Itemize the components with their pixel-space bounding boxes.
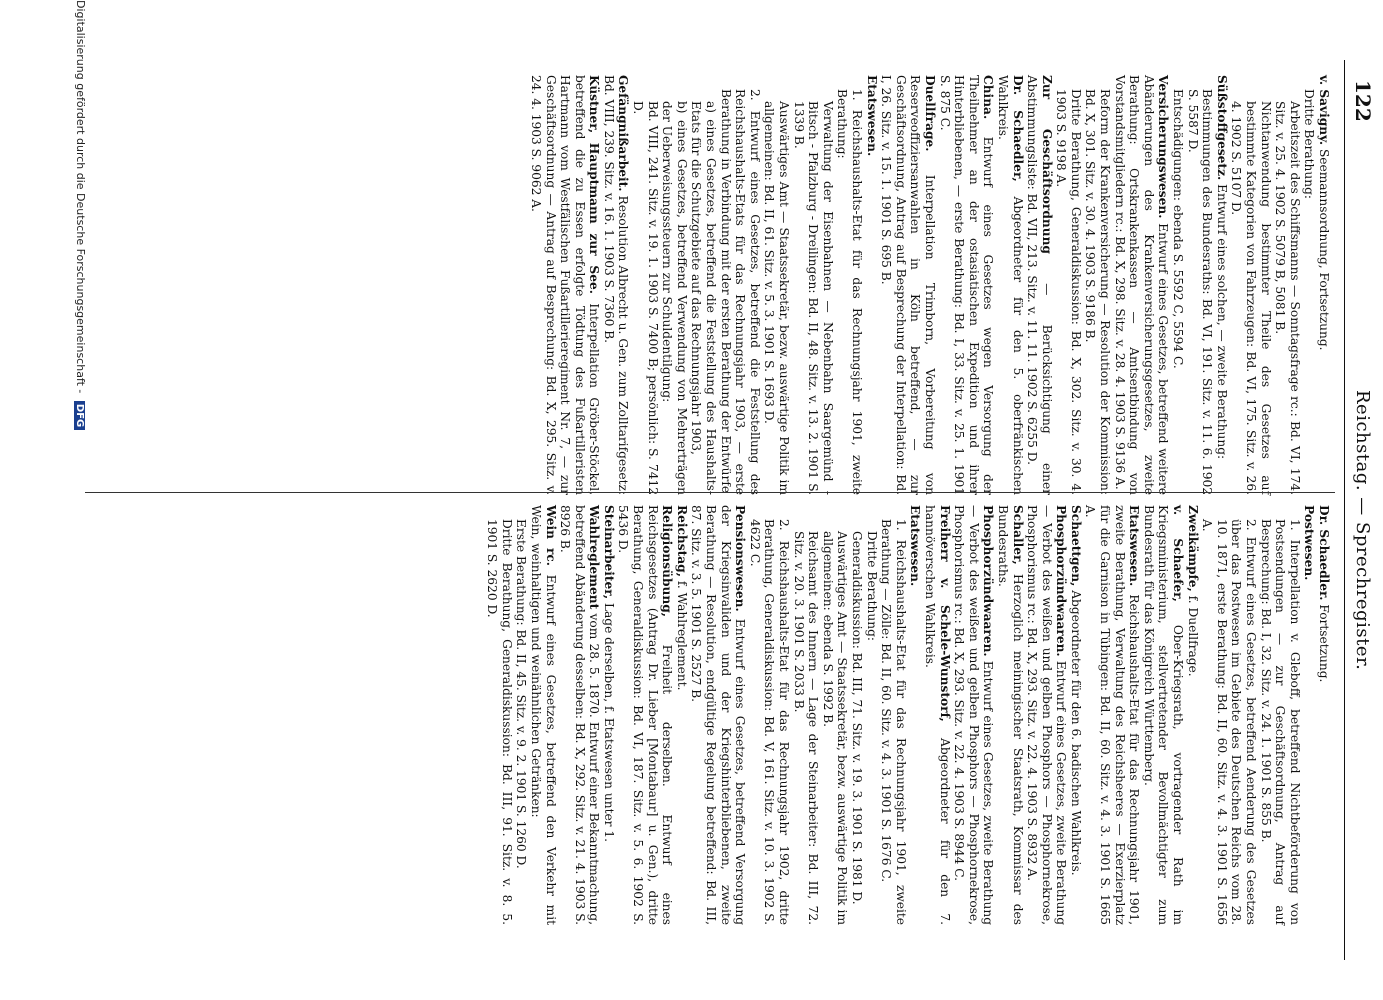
entry-text: Dritte Berathung, Generaldiskussion: Bd. III, 91. Sitz. v. 8. 5. 1901 S. 2620 D. bbox=[485, 519, 514, 925]
register-entry bbox=[1214, 75, 1229, 495]
register-entry bbox=[485, 505, 514, 925]
register-entry bbox=[879, 75, 937, 495]
entry-heading: Dr. Schaedler, bbox=[1010, 75, 1025, 182]
register-entry bbox=[791, 75, 835, 495]
entry-text: Entwurf eines Gesetzes, betreffend Versorgung der Kriegsinvaliden und der Kriegshinterbliebenen, zweite Berathung — Resolution, endgültige Regelung betreffend: Bd. III, 87. Sitz. v. 3. 5. 1901 S. 2527 B. bbox=[689, 505, 748, 926]
register-entry bbox=[1083, 75, 1112, 495]
entry-heading: Phosphorzündwaaren. bbox=[981, 505, 996, 657]
register-entry bbox=[1185, 505, 1200, 925]
entry-heading: Küstner, Hauptmann zur See. bbox=[587, 75, 602, 294]
entry-heading: Freiherr v. Schele-Wunstorf, bbox=[937, 505, 952, 722]
entry-text: Reichsamt des Innern — Lage der Steinarbeiter: Bd. III, 72. Sitz. v. 20. 3. 1901 S. 2033 B. bbox=[791, 531, 821, 925]
entry-text: Reform der Krankenversicherung — Resolution der Kommission: Bd. X, 301. Sitz. v. 30. 4. 1903 S. 9186 B. bbox=[1083, 89, 1113, 495]
register-entry bbox=[835, 75, 864, 495]
entry-heading: Zur Geschäftsordnung bbox=[1039, 75, 1054, 254]
entry-text: Auswärtiges Amt — Staatssekretär, bezw. auswärtige Politik im allgemeinen: Bd. II, 61. Sitz. v. 5. 3. 1901 S. 1693 D. bbox=[762, 101, 792, 495]
register-entry bbox=[820, 505, 849, 925]
entry-heading: Etatswesen. bbox=[908, 505, 923, 587]
entry-text: Entwurf eines Gesetzes, zweite Berathung — Verbot des weißen und gelben Phosphors — Phosphornekrose, Phosphorismus rc.: Bd. X, 293. Sitz. v. 22. 4. 1903 S. 8932 A. bbox=[1025, 505, 1069, 926]
entry-heading: Religionsübung, bbox=[660, 505, 675, 618]
register-entry bbox=[864, 505, 879, 925]
entry-text: Bd. VIII, 241. Sitz. v. 19. 1. 1903 S. 7400 B; persönlich: S. 7412 D. bbox=[631, 101, 660, 495]
entry-heading: Wahlreglement bbox=[587, 505, 602, 610]
entry-heading: Duellfrage. bbox=[922, 75, 937, 152]
entry-text: Seemannsordnung, Fortsetzung. bbox=[1317, 148, 1331, 351]
entry-text: 2. Reichshaushalts-Etat für das Rechnungsjahr 1902, dritte Berathung, Generaldiskussion: Bd. V, 161. Sitz. v. 10. 3. 1902 S. 4622 C. bbox=[747, 519, 792, 925]
entry-heading: Phosphorzündwaaren. bbox=[1054, 505, 1069, 657]
entry-text: Entwurf eines Gesetzes, betreffend weitere Abänderungen des Krankenversicherungsgesetzes, zweite Berathung: Ortskrankenkassen — Amtsentbindung von Vorstandsmitgliedern rc.: Bd. X, 298. Sitz. v. 28. 4. 1903 S. 9136 A. bbox=[1112, 75, 1171, 495]
entry-text: Herzoglich meiningischer Staatsrath, Kommissar des Bundesraths. bbox=[995, 505, 1025, 926]
register-entry bbox=[1141, 505, 1185, 925]
register-entry bbox=[528, 505, 557, 925]
entry-heading: Pensionswesen. bbox=[733, 505, 748, 612]
entry-text: Dritte Berathung, Generaldiskussion: Bd. X, 302. Sitz. v. 30. 4. 1903 S. 9198 A. bbox=[1054, 89, 1083, 495]
register-entry bbox=[864, 75, 879, 495]
entry-text: Reichshaushalts-Etat für das Rechnungsjahr 1901, zweite Berathung, Verwaltung des Reichsheeres — Exerzierplatz für die Garnison in Tübingen: Bd. II, 60. Sitz. v. 4. 3. 1901 S. 1665 A. bbox=[1083, 505, 1142, 926]
scanned-page bbox=[63, 0, 1383, 1000]
entry-text: Generaldiskussion: Bd. III, 71. Sitz. v. 19. 3. 1901 S. 1981 D. bbox=[850, 531, 864, 905]
entry-heading: China. bbox=[981, 75, 996, 120]
entry-text: Nichtanwendung bestimmter Theile des Gesetzes auf bestimmte Kategorien von Fahrzeugen: Bd. VI, 175. Sitz. v. 26. 4. 1902 S. 5107 D. bbox=[1229, 101, 1273, 495]
entry-heading: Versicherungswesen. bbox=[1156, 75, 1171, 219]
entry-text: Interpellation Gröber-Stöckel, betreffend die zu Essen erfolgte Tödtung des Fußartilleristen Hartmann vom Westfälischen Fußartillerieregiment Nr. 7, — zur Geschäftsordnung — Antrag auf Besprechung: Bd. X, 295. Sitz. v. 24. 4. 1903 S. 9062 A. bbox=[528, 75, 602, 496]
entry-text: a) eines Gesetzes, betreffend die Feststellung des Haushalts-Etats für die Schutzgebiete auf das Rechnungsjahr 1903, bbox=[689, 101, 719, 495]
register-entry bbox=[1302, 75, 1317, 495]
register-entry bbox=[1316, 75, 1331, 495]
entry-text: Arbeitszeit des Schiffsmanns — Sonntagsfrage rc.: Bd. VI, 174. Sitz. v. 25. 4. 1902 S. 5079 B, 5081 B. bbox=[1273, 101, 1302, 495]
register-entry bbox=[995, 75, 1024, 495]
entry-heading: v. Savigny. bbox=[1317, 75, 1331, 146]
entry-text: Lage derselben, f. Etatswesen unter 1. bbox=[601, 602, 616, 843]
entry-text: Bestimmungen des Bundesraths: Bd. VI, 191. Sitz. v. 11. 6. 1902 S. 5587 D. bbox=[1185, 89, 1215, 495]
entry-heading: Süßstoffgesetz. bbox=[1214, 75, 1229, 181]
register-entry bbox=[689, 505, 747, 925]
register-entry bbox=[1068, 505, 1083, 925]
entry-heading: Gefängnißarbeit. bbox=[616, 75, 631, 192]
entry-text: Fortsetzung. bbox=[1317, 604, 1331, 683]
entry-heading: Etatswesen. bbox=[864, 75, 879, 157]
entry-text: Entwurf eines Gesetzes, zweite Berathung — Verbot des weißen und gelben Phosphors — Phosphornekrose, Phosphorismus rc.: Bd. X, 293. Sitz. v. 22. 4. 1903 S. 8944 C. bbox=[952, 505, 996, 926]
entry-text: Dritte Berathung: bbox=[1302, 89, 1317, 199]
entry-text: Auswärtiges Amt — Staatssekretär, bezw. auswärtige Politik im allgemeinen: ebenda S. 1992 B. bbox=[820, 531, 850, 925]
register-entry bbox=[1112, 75, 1170, 495]
entry-text: Freiheit derselben. Entwurf eines Reichsgesetzes (Antrag Dr. Lieber [Montabaur] u. Gen.), dritte Berathung, Generaldiskussion: Bd. VI, 187. Sitz. v. 5. 6. 1902 S. 5436 D. bbox=[616, 505, 675, 925]
entry-text: 2. Entwurf eines Gesetzes, betreffend Aenderung des Gesetzes über das Postwesen im Gebiete des Deutschen Reichs vom 28. 10. 1871, erste Berathung: Bd. II, 60. Sitz. v. 4. 3. 1901 S. 1656 A. bbox=[1200, 519, 1259, 925]
entry-heading: Wein rc. bbox=[543, 505, 558, 567]
entry-text: b) eines Gesetzes, betreffend Verwendung von Mehrerträgen der Ueberweisungssteuern zur Schuldentilgung: bbox=[660, 101, 689, 495]
register-entry bbox=[1185, 75, 1214, 495]
entry-text: Entwurf eines Gesetzes, betreffend den Verkehr mit Wein, weinhaltigen und weinähnlichen Getränken: bbox=[528, 505, 558, 926]
entry-heading: Zweikämpfe, bbox=[1185, 505, 1200, 592]
entry-heading: Steinarbeiter, bbox=[601, 505, 616, 600]
entry-text: f. Wahlreglement. bbox=[674, 580, 689, 691]
register-entry bbox=[631, 75, 660, 495]
entry-text: 1. Interpellation v. Gleboff, betreffend Nichtbeförderung von Postsendungen — zur Geschäftsordnung, Antrag auf Besprechung: Bd. I, 32. Sitz. v. 24. 1. 1901 S. 855 B. bbox=[1258, 519, 1302, 925]
entry-heading: v. Schaefer, bbox=[1171, 505, 1186, 602]
right-column bbox=[485, 505, 1331, 925]
entry-text: 1. Reichshaushalts-Etat für das Rechnungsjahr 1901, zweite Berathung — Zölle: Bd. II, 60. Sitz. v. 4. 3. 1901 S. 1676 C. bbox=[879, 519, 908, 925]
register-entry bbox=[1273, 75, 1302, 495]
entry-heading: Etatswesen. bbox=[1127, 505, 1142, 587]
register-entry bbox=[1200, 505, 1258, 925]
register-entry bbox=[718, 75, 762, 495]
register-entry bbox=[601, 505, 616, 925]
register-entry bbox=[689, 75, 718, 495]
register-entry bbox=[1025, 505, 1069, 925]
register-entry bbox=[995, 505, 1024, 925]
register-entry bbox=[1054, 75, 1083, 495]
register-entry bbox=[937, 75, 995, 495]
register-entry bbox=[762, 75, 791, 495]
entry-text: Abgeordneter für den 7. hannöverschen Wahlkreis. bbox=[922, 505, 952, 925]
entry-heading: Postwesen. bbox=[1302, 505, 1317, 581]
entry-heading: Dr. Schaedler. bbox=[1317, 505, 1331, 601]
dfg-logo: DFG bbox=[74, 401, 85, 430]
entry-text: f. Duellfrage. bbox=[1185, 595, 1200, 677]
entry-text: Ober-Kriegsrath, vortragender Rath im Kriegsministerium, stellvertretender Bevollmächtigter zum Bundesrath für das Königreich Württemberg. bbox=[1141, 505, 1186, 925]
register-entry bbox=[514, 505, 529, 925]
register-entry bbox=[528, 75, 601, 495]
entry-text: Entwurf eines solchen, — zweite Berathung: bbox=[1214, 184, 1229, 460]
entry-text: Verwaltung der Eisenbahnen — Nebenbahn Saargemünd - Bitsch - Pfalzburg - Dreilingen: Bd. II, 48. Sitz. v. 13. 2. 1901 S. 1339 B. bbox=[791, 101, 835, 495]
entry-text: Abgeordneter für den 6. badischen Wahlkreis. bbox=[1068, 590, 1083, 876]
entry-text: Erste Berathung: Bd. II, 45. Sitz. v. 9. 2. 1901 S. 1260 D. bbox=[514, 519, 529, 869]
entry-text: Resolution Albrecht u. Gen. zum Zolltarifgesetz: Bd. VIII, 239. Sitz. v. 16. 1. 1903 S. 7360 B. bbox=[601, 75, 631, 495]
entry-text: Interpellation Trimborn, Vorbereitung von Reserveoffiziersanwahlen in Köln betreffend, — zur Geschäftsordnung, Antrag auf Besprechung der Interpellation: Bd. I, 26. Sitz. v. 15. 1. 1901 S. 695 B. bbox=[879, 75, 937, 495]
entry-text: 1. Reichshaushalts-Etat für das Rechnungsjahr 1901, zweite Berathung: bbox=[835, 89, 864, 495]
page-header bbox=[1344, 60, 1375, 960]
register-entry bbox=[558, 505, 602, 925]
column-divider bbox=[85, 492, 1335, 493]
page-footer bbox=[74, 0, 87, 1000]
register-entry bbox=[908, 505, 923, 925]
register-entry bbox=[674, 505, 689, 925]
left-column bbox=[528, 75, 1331, 495]
register-entry bbox=[1302, 505, 1317, 925]
register-entry bbox=[601, 75, 630, 495]
entry-text: 2. Entwurf eines Gesetzes, betreffend die Feststellung des Reichshaushalts-Etats für das Rechnungsjahr 1903, — erste Berathung in Verbindung mit der ersten Berathung der Entwürfe bbox=[718, 89, 762, 495]
register-entry bbox=[1083, 505, 1141, 925]
entry-heading: Schaettgen, bbox=[1068, 505, 1083, 587]
entry-heading: Schaller, bbox=[1010, 505, 1025, 565]
entry-text: — Berücksichtigung einer Abstimmungsliste: Bd. VII, 213. Sitz. v. 11. 11. 1902 S. 6255 D. bbox=[1025, 75, 1054, 495]
page-number: 122 bbox=[1351, 80, 1375, 122]
register-entry bbox=[1316, 505, 1331, 925]
running-head: Reichstag. — Sprechregister. bbox=[1352, 390, 1373, 671]
entry-text: Abgeordneter für den 5. oberfränkischen Wahlkreis. bbox=[995, 75, 1025, 495]
entry-text: Entschädigungen: ebenda S. 5592 C, 5594 C. bbox=[1171, 89, 1186, 369]
register-entry bbox=[879, 505, 908, 925]
entry-text: vom 28. 5. 1870. Entwurf einer Bekanntmachung, betreffend Abänderung desselben: Bd. X, 292. Sitz. v. 21. 4. 1903 S. 8926 B. bbox=[558, 505, 602, 925]
register-entry bbox=[1258, 505, 1302, 925]
register-entry bbox=[1170, 75, 1185, 495]
entry-text: Entwurf eines Gesetzes wegen Versorgung der Theilnehmer an der ostasiatischen Expedition und ihrer Hinterbliebenen, — erste Berathung: Bd. I, 33. Sitz. v. 25. 1. 1901 S. 875 C. bbox=[937, 75, 996, 495]
register-entry bbox=[791, 505, 820, 925]
entry-heading: Reichstag, bbox=[674, 505, 689, 577]
footer-text: Digitalisierung gefördert durch die Deutsche Forschungsgemeinschaft - bbox=[74, 0, 87, 394]
entry-text: Dritte Berathung: bbox=[864, 531, 879, 641]
register-entry bbox=[616, 505, 674, 925]
register-entry bbox=[849, 505, 864, 925]
register-entry bbox=[747, 505, 791, 925]
register-entry bbox=[952, 505, 996, 925]
register-entry bbox=[660, 75, 689, 495]
register-entry bbox=[1025, 75, 1054, 495]
register-entry bbox=[922, 505, 951, 925]
register-entry bbox=[1229, 75, 1273, 495]
